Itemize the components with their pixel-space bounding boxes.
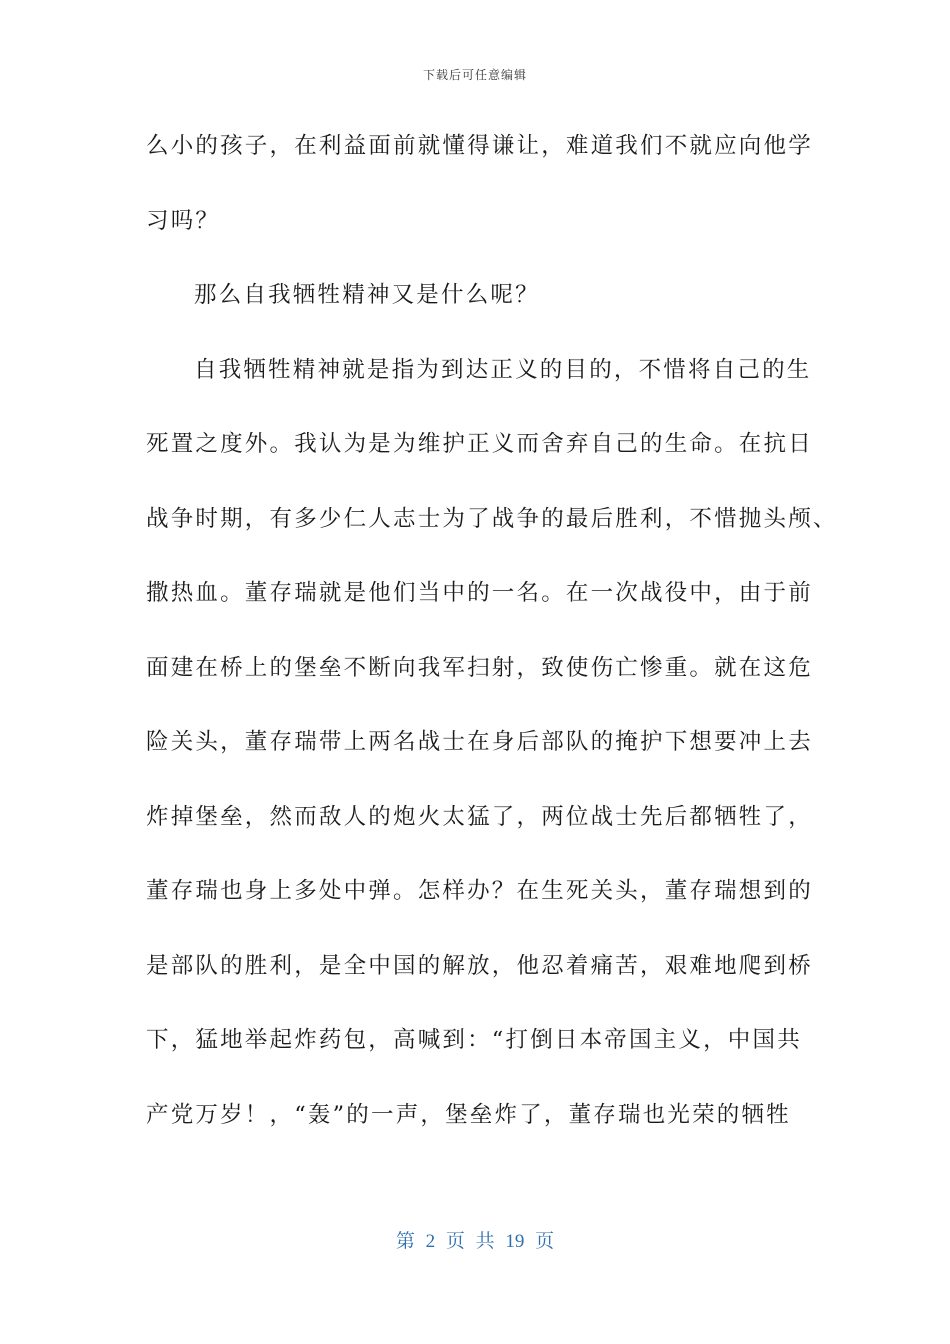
text-line: 董存瑞也身上多处中弹。怎样办？在生死关头，董存瑞想到的 <box>146 878 813 904</box>
text-line: 自我牺牲精神就是指为到达正义的目的，不惜将自己的生 <box>194 356 812 383</box>
text-line: 产党万岁！，“轰”的一声，堡垒炸了，董存瑞也光荣的牺牲 <box>146 1101 791 1128</box>
page-number-footer: 第 2 页 共 19 页 <box>395 1231 555 1252</box>
text-line: 么小的孩子，在利益面前就懂得谦让，难道我们不就应向他学 <box>146 133 813 159</box>
text-line: 战争时期，有多少仁人志士为了战争的最后胜利，不惜抛头颅、 <box>146 505 838 532</box>
text-line: 死置之度外。我认为是为维护正义而舍弃自己的生命。在抗日 <box>146 431 813 457</box>
text-line: 险关头，董存瑞带上两名战士在身后部队的掩护下想要冲上去 <box>146 729 813 755</box>
text-line: 面建在桥上的堡垒不断向我军扫射，致使伤亡惨重。就在这危 <box>146 654 813 681</box>
text-line: 撒热血。董存瑞就是他们当中的一名。在一次战役中，由于前 <box>146 580 813 606</box>
page-header: 下载后可任意编辑 <box>422 68 527 82</box>
text-line: 习吗？ <box>146 207 221 234</box>
text-line: 下，猛地举起炸药包，高喊到：“打倒日本帝国主义，中国共 <box>146 1027 802 1053</box>
document-body <box>146 122 838 1165</box>
text-line: 是部队的胜利，是全中国的解放，他忍着痛苦，艰难地爬到桥 <box>146 952 813 979</box>
text-line: 那么自我牺牲精神又是什么呢？ <box>194 282 540 308</box>
text-line: 炸掉堡垒，然而敌人的炮火太猛了，两位战士先后都牺牲了， <box>146 803 813 830</box>
